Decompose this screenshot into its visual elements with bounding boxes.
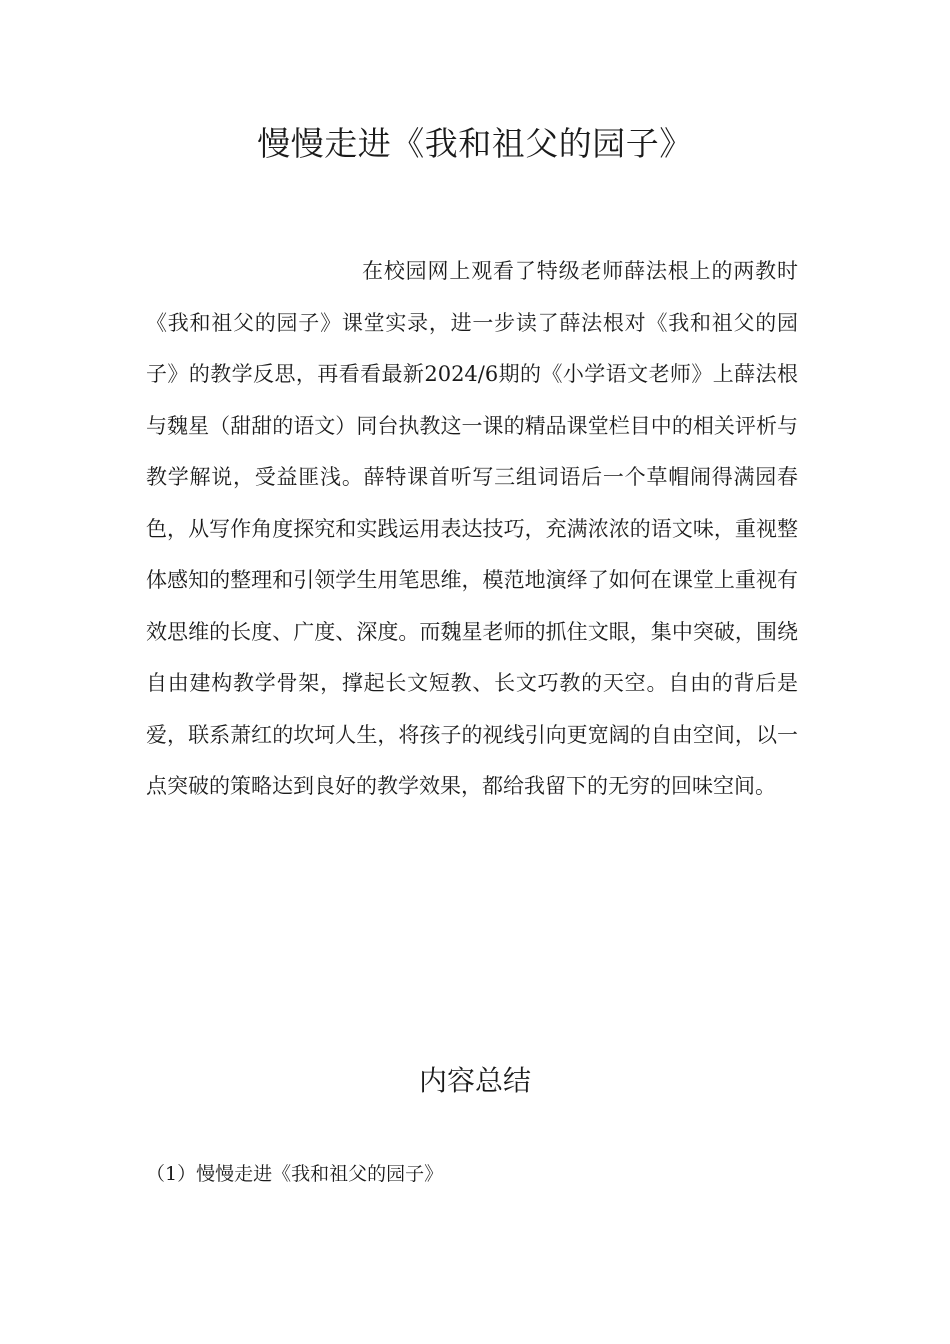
body-paragraph: 在校园网上观看了特级老师薛法根上的两教时《我和祖父的园子》课堂实录，进一步读了薛法根对《我和祖父的园子》的教学反思，再看看最新2024/6期的《小学语文老师》上薛法根与魏星（甜甜的语文）同台执教这一课的精品课堂栏目中的相关评析与教学解说，受益匪浅。薛特课首听写三组词语后一个草帽闹得满园春色，从写作角度探究和实践运用表达技巧，充满浓浓的语文味，重视整体感知的整理和引领学生用笔思维，模范地演绎了如何在课堂上重视有效思维的长度、广度、深度。而魏星老师的抓住文眼，集中突破，围绕自由建构教学骨架，撑起长文短教、长文巧教的天空。自由的背后是爱，联系萧红的坎坷人生，将孩子的视线引向更宽阔的自由空间，以一点突破的策略达到良好的教学效果，都给我留下的无穷的回味空间。 [146,259,798,798]
summary-heading: 内容总结 [418,1064,531,1097]
document-title: 慢慢走进《我和祖父的园子》 [257,124,693,163]
summary-item: （1）慢慢走进《我和祖父的园子》 [146,1163,444,1185]
